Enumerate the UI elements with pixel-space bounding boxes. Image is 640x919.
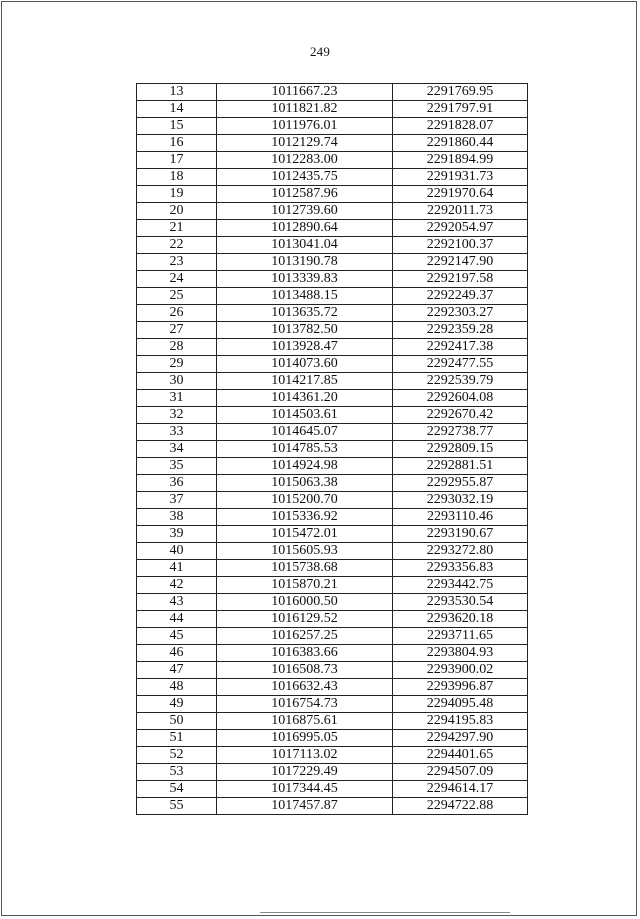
x-coordinate-cell: 1017344.45 bbox=[217, 781, 393, 798]
y-coordinate-cell: 2293190.67 bbox=[393, 526, 528, 543]
y-coordinate-cell: 2293996.87 bbox=[393, 679, 528, 696]
y-coordinate-cell: 2292054.97 bbox=[393, 220, 528, 237]
point-number-cell: 39 bbox=[137, 526, 217, 543]
table-row bbox=[137, 730, 528, 747]
y-coordinate-cell: 2293900.02 bbox=[393, 662, 528, 679]
table-row bbox=[137, 237, 528, 254]
table-row bbox=[137, 560, 528, 577]
table-row bbox=[137, 696, 528, 713]
point-number-cell: 22 bbox=[137, 237, 217, 254]
y-coordinate-cell: 2292100.37 bbox=[393, 237, 528, 254]
x-coordinate-cell: 1016632.43 bbox=[217, 679, 393, 696]
table-row bbox=[137, 152, 528, 169]
y-coordinate-cell: 2291828.07 bbox=[393, 118, 528, 135]
y-coordinate-cell: 2291860.44 bbox=[393, 135, 528, 152]
y-coordinate-cell: 2293620.18 bbox=[393, 611, 528, 628]
point-number-cell: 29 bbox=[137, 356, 217, 373]
point-number-cell: 17 bbox=[137, 152, 217, 169]
coordinates-table-body bbox=[137, 84, 528, 815]
table-row bbox=[137, 373, 528, 390]
point-number-cell: 34 bbox=[137, 441, 217, 458]
point-number-cell: 52 bbox=[137, 747, 217, 764]
x-coordinate-cell: 1015200.70 bbox=[217, 492, 393, 509]
point-number-cell: 27 bbox=[137, 322, 217, 339]
table-row bbox=[137, 118, 528, 135]
point-number-cell: 25 bbox=[137, 288, 217, 305]
table-row bbox=[137, 594, 528, 611]
point-number-cell: 41 bbox=[137, 560, 217, 577]
table-row bbox=[137, 441, 528, 458]
point-number-cell: 48 bbox=[137, 679, 217, 696]
x-coordinate-cell: 1012739.60 bbox=[217, 203, 393, 220]
point-number-cell: 28 bbox=[137, 339, 217, 356]
y-coordinate-cell: 2292147.90 bbox=[393, 254, 528, 271]
x-coordinate-cell: 1016257.25 bbox=[217, 628, 393, 645]
x-coordinate-cell: 1014073.60 bbox=[217, 356, 393, 373]
x-coordinate-cell: 1017229.49 bbox=[217, 764, 393, 781]
x-coordinate-cell: 1013041.04 bbox=[217, 237, 393, 254]
y-coordinate-cell: 2292604.08 bbox=[393, 390, 528, 407]
point-number-cell: 15 bbox=[137, 118, 217, 135]
y-coordinate-cell: 2292809.15 bbox=[393, 441, 528, 458]
y-coordinate-cell: 2291769.95 bbox=[393, 84, 528, 101]
table-row bbox=[137, 407, 528, 424]
table-row bbox=[137, 764, 528, 781]
x-coordinate-cell: 1013635.72 bbox=[217, 305, 393, 322]
table-row bbox=[137, 169, 528, 186]
x-coordinate-cell: 1016000.50 bbox=[217, 594, 393, 611]
table-row bbox=[137, 543, 528, 560]
y-coordinate-cell: 2293272.80 bbox=[393, 543, 528, 560]
point-number-cell: 54 bbox=[137, 781, 217, 798]
point-number-cell: 55 bbox=[137, 798, 217, 815]
x-coordinate-cell: 1015063.38 bbox=[217, 475, 393, 492]
x-coordinate-cell: 1014361.20 bbox=[217, 390, 393, 407]
point-number-cell: 13 bbox=[137, 84, 217, 101]
point-number-cell: 18 bbox=[137, 169, 217, 186]
table-row bbox=[137, 220, 528, 237]
x-coordinate-cell: 1011821.82 bbox=[217, 101, 393, 118]
x-coordinate-cell: 1015472.01 bbox=[217, 526, 393, 543]
x-coordinate-cell: 1015605.93 bbox=[217, 543, 393, 560]
point-number-cell: 30 bbox=[137, 373, 217, 390]
point-number-cell: 21 bbox=[137, 220, 217, 237]
y-coordinate-cell: 2292670.42 bbox=[393, 407, 528, 424]
point-number-cell: 33 bbox=[137, 424, 217, 441]
point-number-cell: 19 bbox=[137, 186, 217, 203]
point-number-cell: 16 bbox=[137, 135, 217, 152]
y-coordinate-cell: 2292359.28 bbox=[393, 322, 528, 339]
point-number-cell: 24 bbox=[137, 271, 217, 288]
table-row bbox=[137, 288, 528, 305]
x-coordinate-cell: 1012587.96 bbox=[217, 186, 393, 203]
y-coordinate-cell: 2292249.37 bbox=[393, 288, 528, 305]
table-row bbox=[137, 747, 528, 764]
table-row bbox=[137, 339, 528, 356]
y-coordinate-cell: 2291931.73 bbox=[393, 169, 528, 186]
x-coordinate-cell: 1011667.23 bbox=[217, 84, 393, 101]
point-number-cell: 45 bbox=[137, 628, 217, 645]
x-coordinate-cell: 1014503.61 bbox=[217, 407, 393, 424]
y-coordinate-cell: 2292955.87 bbox=[393, 475, 528, 492]
x-coordinate-cell: 1014924.98 bbox=[217, 458, 393, 475]
y-coordinate-cell: 2294507.09 bbox=[393, 764, 528, 781]
table-row bbox=[137, 254, 528, 271]
x-coordinate-cell: 1013782.50 bbox=[217, 322, 393, 339]
point-number-cell: 46 bbox=[137, 645, 217, 662]
table-row bbox=[137, 628, 528, 645]
x-coordinate-cell: 1016129.52 bbox=[217, 611, 393, 628]
point-number-cell: 31 bbox=[137, 390, 217, 407]
table-row bbox=[137, 781, 528, 798]
table-row bbox=[137, 679, 528, 696]
x-coordinate-cell: 1017457.87 bbox=[217, 798, 393, 815]
y-coordinate-cell: 2293032.19 bbox=[393, 492, 528, 509]
y-coordinate-cell: 2293356.83 bbox=[393, 560, 528, 577]
x-coordinate-cell: 1016383.66 bbox=[217, 645, 393, 662]
x-coordinate-cell: 1015336.92 bbox=[217, 509, 393, 526]
y-coordinate-cell: 2292738.77 bbox=[393, 424, 528, 441]
table-row bbox=[137, 475, 528, 492]
table-row bbox=[137, 458, 528, 475]
table-row bbox=[137, 798, 528, 815]
point-number-cell: 44 bbox=[137, 611, 217, 628]
x-coordinate-cell: 1017113.02 bbox=[217, 747, 393, 764]
table-row bbox=[137, 101, 528, 118]
table-row bbox=[137, 526, 528, 543]
x-coordinate-cell: 1014645.07 bbox=[217, 424, 393, 441]
y-coordinate-cell: 2294614.17 bbox=[393, 781, 528, 798]
point-number-cell: 47 bbox=[137, 662, 217, 679]
point-number-cell: 32 bbox=[137, 407, 217, 424]
coordinates-table bbox=[136, 83, 528, 815]
y-coordinate-cell: 2292011.73 bbox=[393, 203, 528, 220]
table-row bbox=[137, 356, 528, 373]
table-row bbox=[137, 713, 528, 730]
x-coordinate-cell: 1012283.00 bbox=[217, 152, 393, 169]
y-coordinate-cell: 2291970.64 bbox=[393, 186, 528, 203]
table-row bbox=[137, 203, 528, 220]
point-number-cell: 49 bbox=[137, 696, 217, 713]
y-coordinate-cell: 2292417.38 bbox=[393, 339, 528, 356]
point-number-cell: 26 bbox=[137, 305, 217, 322]
table-row bbox=[137, 135, 528, 152]
point-number-cell: 20 bbox=[137, 203, 217, 220]
x-coordinate-cell: 1014785.53 bbox=[217, 441, 393, 458]
y-coordinate-cell: 2294722.88 bbox=[393, 798, 528, 815]
table-row bbox=[137, 577, 528, 594]
x-coordinate-cell: 1012129.74 bbox=[217, 135, 393, 152]
page-number: 249 bbox=[309, 44, 331, 59]
y-coordinate-cell: 2292477.55 bbox=[393, 356, 528, 373]
point-number-cell: 50 bbox=[137, 713, 217, 730]
x-coordinate-cell: 1016508.73 bbox=[217, 662, 393, 679]
y-coordinate-cell: 2293442.75 bbox=[393, 577, 528, 594]
point-number-cell: 42 bbox=[137, 577, 217, 594]
x-coordinate-cell: 1016754.73 bbox=[217, 696, 393, 713]
y-coordinate-cell: 2293110.46 bbox=[393, 509, 528, 526]
table-row bbox=[137, 662, 528, 679]
point-number-cell: 53 bbox=[137, 764, 217, 781]
y-coordinate-cell: 2293711.65 bbox=[393, 628, 528, 645]
table-row bbox=[137, 492, 528, 509]
point-number-cell: 35 bbox=[137, 458, 217, 475]
footer-rule bbox=[260, 912, 510, 913]
y-coordinate-cell: 2292197.58 bbox=[393, 271, 528, 288]
x-coordinate-cell: 1013339.83 bbox=[217, 271, 393, 288]
point-number-cell: 23 bbox=[137, 254, 217, 271]
y-coordinate-cell: 2294297.90 bbox=[393, 730, 528, 747]
x-coordinate-cell: 1013190.78 bbox=[217, 254, 393, 271]
table-row bbox=[137, 509, 528, 526]
table-row bbox=[137, 271, 528, 288]
x-coordinate-cell: 1012435.75 bbox=[217, 169, 393, 186]
point-number-cell: 40 bbox=[137, 543, 217, 560]
table-row bbox=[137, 84, 528, 101]
x-coordinate-cell: 1014217.85 bbox=[217, 373, 393, 390]
y-coordinate-cell: 2292303.27 bbox=[393, 305, 528, 322]
y-coordinate-cell: 2293804.93 bbox=[393, 645, 528, 662]
y-coordinate-cell: 2294095.48 bbox=[393, 696, 528, 713]
point-number-cell: 36 bbox=[137, 475, 217, 492]
table-row bbox=[137, 645, 528, 662]
point-number-cell: 14 bbox=[137, 101, 217, 118]
point-number-cell: 51 bbox=[137, 730, 217, 747]
table-row bbox=[137, 322, 528, 339]
y-coordinate-cell: 2294401.65 bbox=[393, 747, 528, 764]
point-number-cell: 37 bbox=[137, 492, 217, 509]
y-coordinate-cell: 2292539.79 bbox=[393, 373, 528, 390]
x-coordinate-cell: 1016875.61 bbox=[217, 713, 393, 730]
x-coordinate-cell: 1013488.15 bbox=[217, 288, 393, 305]
x-coordinate-cell: 1013928.47 bbox=[217, 339, 393, 356]
table-row bbox=[137, 390, 528, 407]
y-coordinate-cell: 2291797.91 bbox=[393, 101, 528, 118]
point-number-cell: 38 bbox=[137, 509, 217, 526]
x-coordinate-cell: 1012890.64 bbox=[217, 220, 393, 237]
x-coordinate-cell: 1015870.21 bbox=[217, 577, 393, 594]
y-coordinate-cell: 2292881.51 bbox=[393, 458, 528, 475]
x-coordinate-cell: 1016995.05 bbox=[217, 730, 393, 747]
table-row bbox=[137, 305, 528, 322]
table-row bbox=[137, 186, 528, 203]
point-number-cell: 43 bbox=[137, 594, 217, 611]
x-coordinate-cell: 1015738.68 bbox=[217, 560, 393, 577]
y-coordinate-cell: 2294195.83 bbox=[393, 713, 528, 730]
y-coordinate-cell: 2291894.99 bbox=[393, 152, 528, 169]
table-row bbox=[137, 424, 528, 441]
x-coordinate-cell: 1011976.01 bbox=[217, 118, 393, 135]
table-row bbox=[137, 611, 528, 628]
y-coordinate-cell: 2293530.54 bbox=[393, 594, 528, 611]
